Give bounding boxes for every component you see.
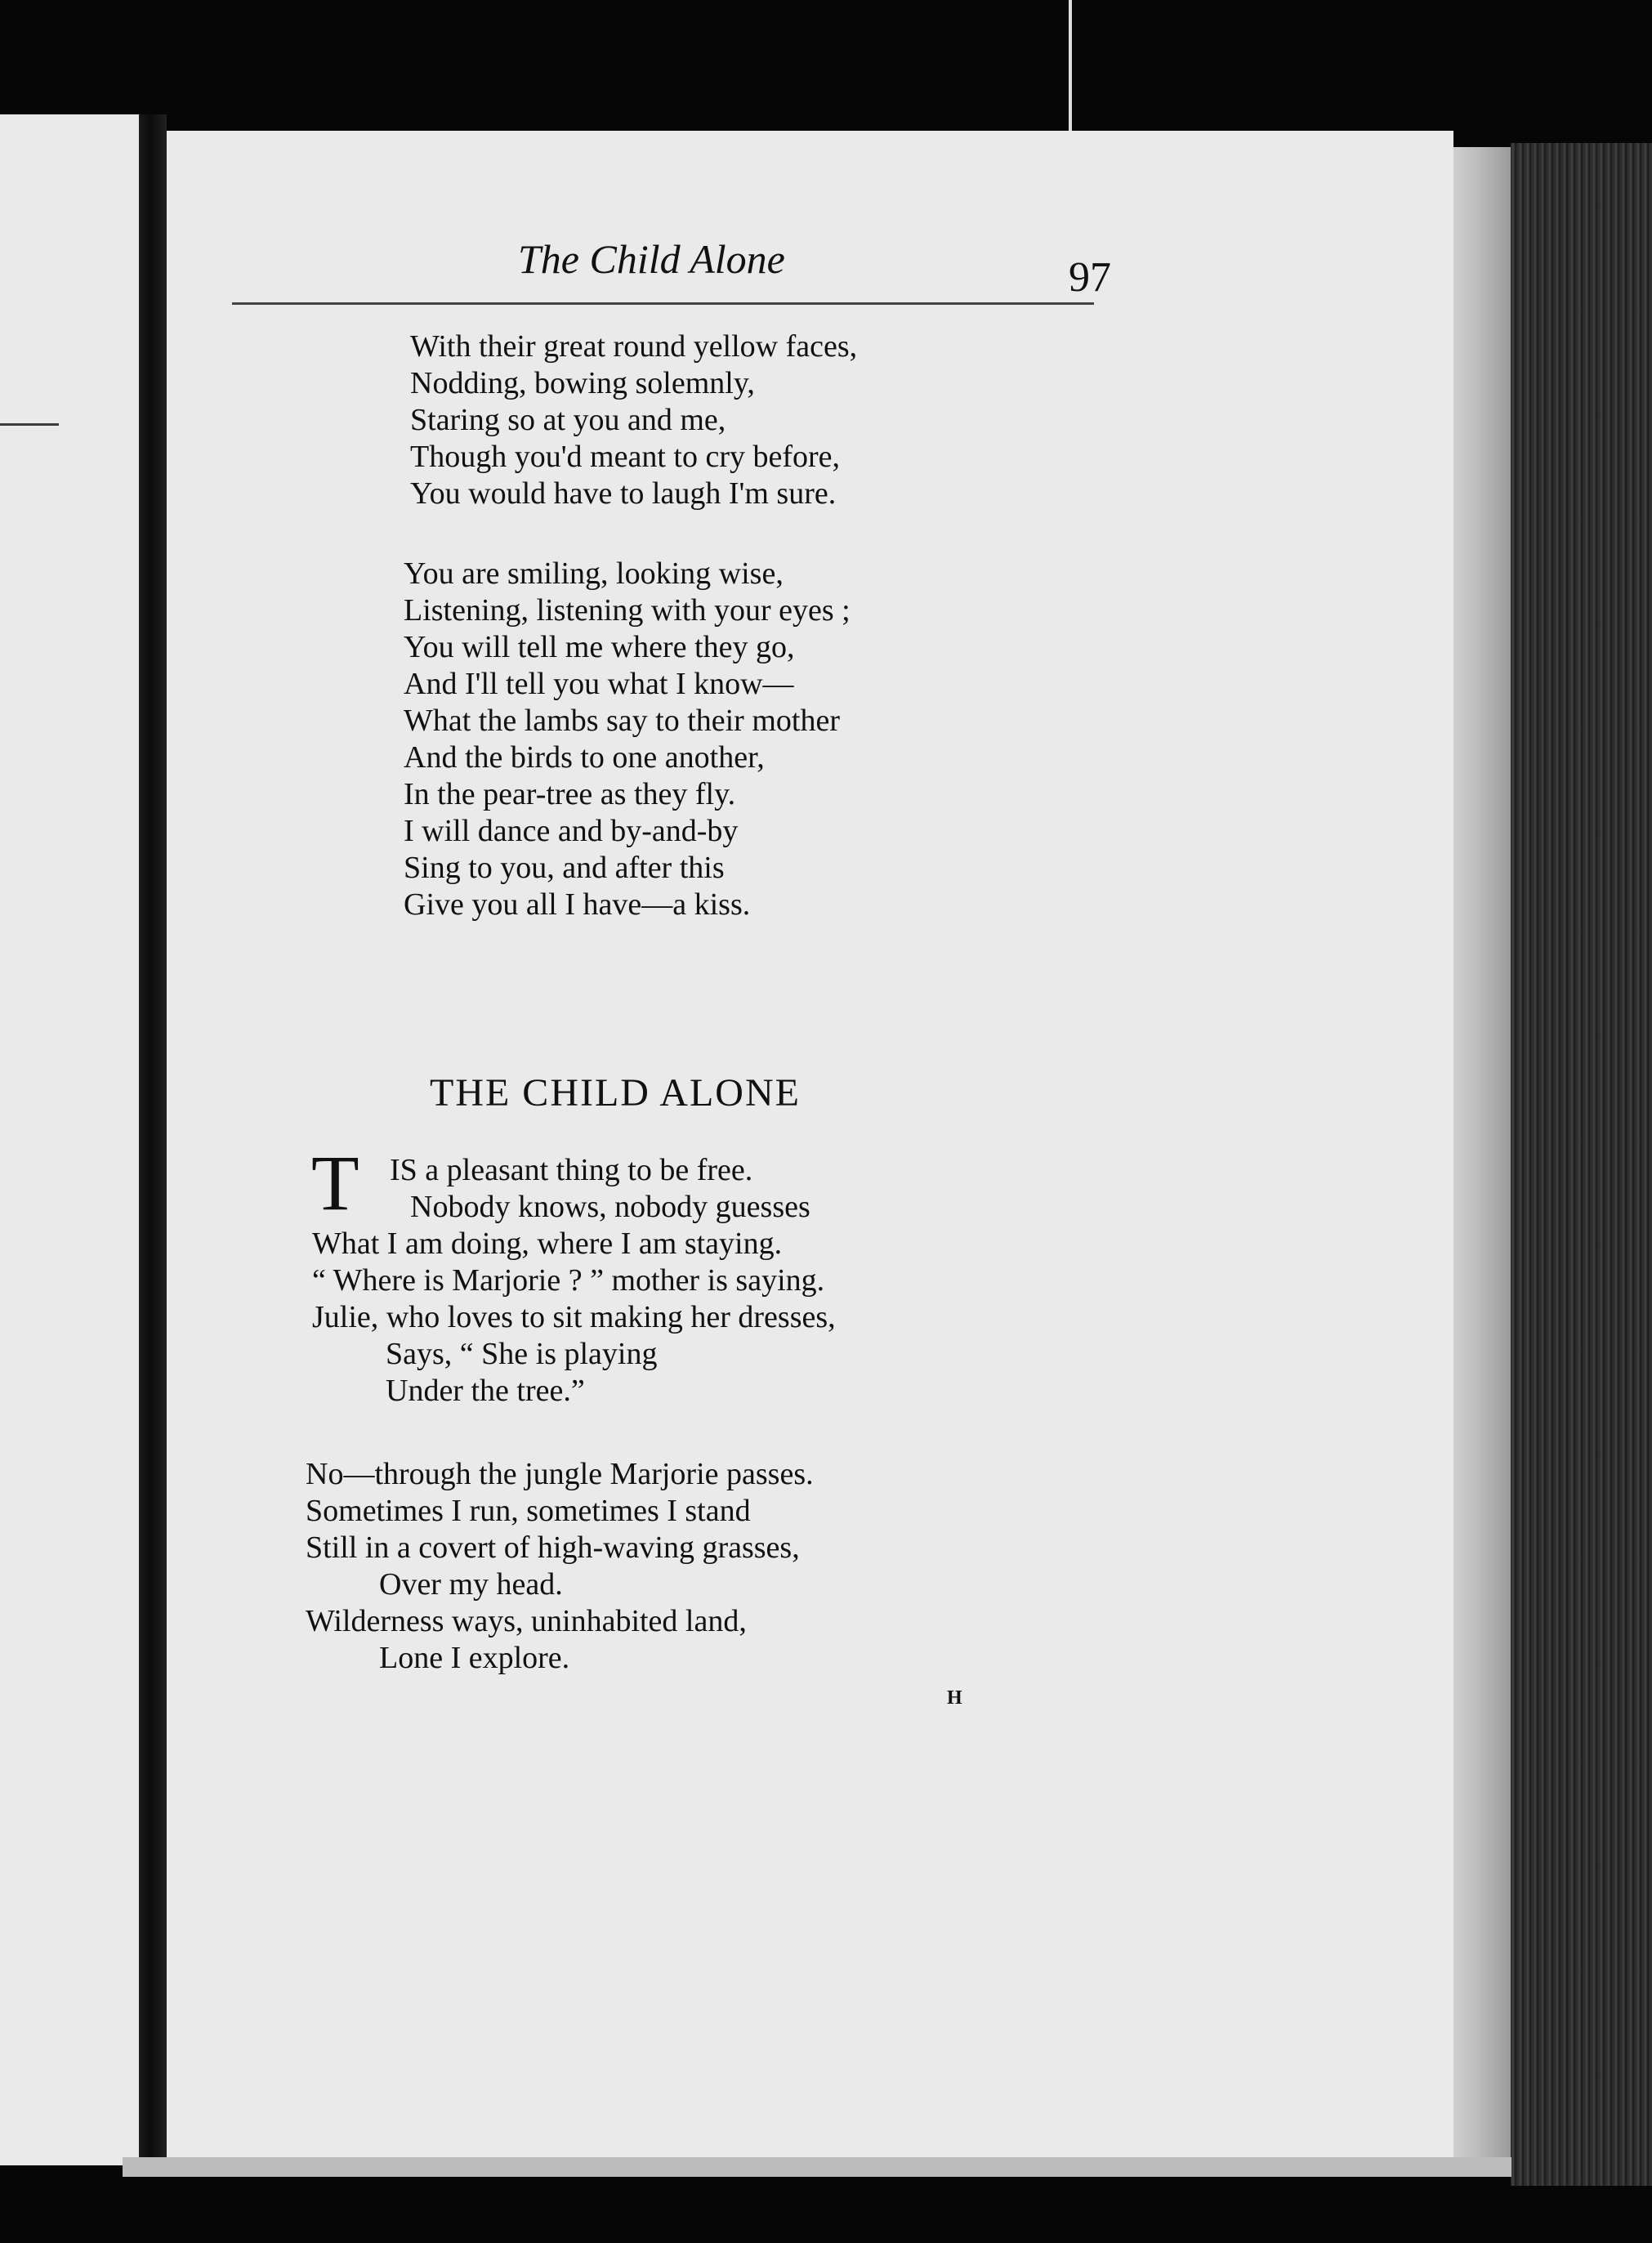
facing-page-rule (0, 423, 59, 426)
verse-line: Sing to you, and after this (404, 851, 725, 885)
bookmark-thread (1069, 0, 1072, 143)
page-number: 97 (1069, 254, 1111, 301)
previous-poem-stanza (404, 556, 851, 923)
verse-line: Under the tree.” (386, 1374, 585, 1408)
verse-line: You will tell me where they go, (404, 630, 795, 664)
verse-line: And I'll tell you what I know— (404, 667, 794, 701)
verse-line: With their great round yellow faces, (410, 329, 858, 364)
book-fore-edge (1511, 143, 1652, 2186)
poem-title: THE CHILD ALONE (430, 1071, 801, 1115)
verse-line: Sometimes I run, sometimes I stand (306, 1494, 751, 1528)
signature-mark: H (947, 1687, 962, 1709)
facing-page (0, 114, 145, 2165)
verse-line: I will dance and by-and-by (404, 814, 739, 848)
header-rule (232, 302, 1094, 305)
running-title: The Child Alone (518, 236, 785, 282)
verse-line: IS a pleasant thing to be free. (390, 1153, 753, 1187)
verse-line: Wilderness ways, uninhabited land, (306, 1604, 747, 1638)
verse-line: Staring so at you and me, (410, 403, 726, 437)
verse-line: You would have to laugh I'm sure. (410, 476, 837, 511)
verse-line: Over my head. (379, 1567, 563, 1602)
verse-line: Give you all I have—a kiss. (404, 887, 751, 922)
poem-stanza (306, 1456, 814, 1677)
verse-line: And the birds to one another, (404, 740, 765, 775)
verse-line: You are smiling, looking wise, (404, 556, 784, 591)
verse-line: What I am doing, where I am staying. (312, 1227, 783, 1261)
verse-line: What the lambs say to their mother (404, 704, 840, 738)
drop-cap: T (311, 1139, 359, 1227)
verse-line: No—through the jungle Marjorie passes. (306, 1457, 814, 1491)
verse-line: Julie, who loves to sit making her dresses, (312, 1300, 836, 1334)
page-edge (1453, 147, 1511, 2157)
poem-stanza (312, 1152, 836, 1410)
verse-line: Nobody knows, nobody guesses (410, 1190, 810, 1224)
page-bottom-edge (123, 2157, 1511, 2177)
book-page (167, 131, 1453, 2157)
previous-poem-stanza (410, 328, 857, 512)
verse-line: “ Where is Marjorie ? ” mother is saying. (312, 1263, 825, 1298)
verse-line: Says, “ She is playing (386, 1337, 658, 1371)
verse-line: In the pear-tree as they fly. (404, 777, 736, 811)
verse-line: Nodding, bowing solemnly, (410, 366, 755, 400)
verse-line: Still in a covert of high-waving grasses, (306, 1530, 800, 1565)
verse-line: Lone I explore. (379, 1641, 570, 1675)
verse-line: Listening, listening with your eyes ; (404, 593, 851, 628)
verse-line: Though you'd meant to cry before, (410, 440, 841, 474)
book-gutter (139, 114, 167, 2165)
